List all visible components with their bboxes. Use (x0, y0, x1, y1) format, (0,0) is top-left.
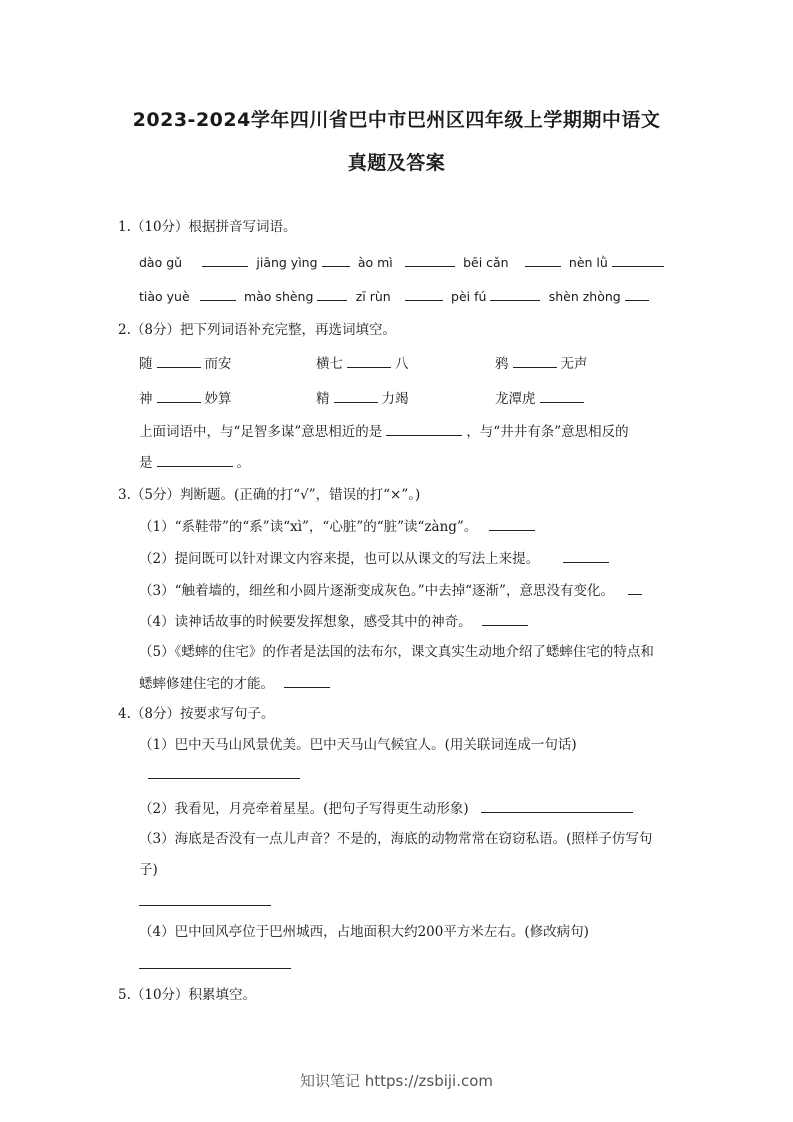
judge-item: （3）“触着墙的，细丝和小圆片逐渐变成灰色。”中去掉“逐渐”，意思没有变化。 (139, 580, 646, 601)
judge-item: （4）读神话故事的时候要发挥想象，感受其中的神奇。 (139, 611, 532, 632)
pinyin: jiāng yìng (256, 255, 318, 270)
answer-blank[interactable] (347, 353, 391, 368)
answer-blank[interactable] (628, 580, 642, 595)
document-title-continued: 真题及答案 (347, 152, 446, 174)
answer-blank[interactable] (612, 252, 664, 267)
answer-blank[interactable] (540, 388, 584, 403)
answer-blank[interactable] (202, 252, 248, 267)
answer-line[interactable] (139, 954, 291, 975)
answer-blank[interactable] (284, 673, 330, 688)
watermark-footer: 知识笔记 https://zsbiji.com (299, 1072, 494, 1090)
rewrite-item: （3）海底是否没有一点儿声音？不是的，海底的动物常常在窃窃私语。(照样子仿写句 (139, 831, 653, 847)
answer-blank[interactable] (405, 286, 443, 301)
idiom-item: 横七 八 (316, 353, 409, 374)
pinyin: mào shèng (243, 289, 314, 304)
pinyin: tiào yuè (139, 289, 190, 304)
answer-blank[interactable] (625, 286, 649, 301)
answer-blank[interactable] (489, 516, 535, 531)
answer-blank[interactable] (322, 252, 350, 267)
answer-line[interactable] (139, 891, 271, 912)
answer-blank[interactable] (157, 452, 233, 467)
rewrite-item: （2）我看见，月亮牵着星星。(把句子写得更生动形象) (139, 798, 637, 819)
question-3-stem: 3.（5分）判断题。(正确的打“√”，错误的打“×”。) (118, 487, 421, 503)
idiom-item: 精 力竭 (316, 388, 409, 409)
answer-blank[interactable] (317, 286, 347, 301)
answer-blank[interactable] (405, 252, 455, 267)
answer-blank[interactable] (157, 353, 201, 368)
rewrite-item-continued: 子) (139, 862, 158, 878)
question-1-stem: 1.（10分）根据拼音写词语。 (118, 219, 297, 235)
answer-blank[interactable] (334, 388, 378, 403)
answer-blank[interactable] (513, 353, 557, 368)
answer-blank[interactable] (200, 286, 236, 301)
fill-sentence-continued: 是 。 (139, 452, 250, 473)
answer-blank[interactable] (157, 388, 201, 403)
question-4-stem: 4.（8分）按要求写句子。 (118, 706, 275, 722)
judge-item: （5）《蟋蟀的住宅》的作者是法国的法布尔，课文真实生动地介绍了蟋蟀住宅的特点和 (139, 644, 654, 660)
pinyin: dào gǔ (139, 255, 183, 270)
answer-blank[interactable] (481, 798, 633, 813)
rewrite-item: （4）巴中回风亭位于巴州城西，占地面积大约200平方米左右。(修改病句) (139, 924, 589, 940)
pinyin: bēi cǎn (463, 255, 509, 270)
fill-sentence: 上面词语中，与“足智多谋”意思相近的是 ，与“井井有条”意思相反的 (139, 421, 629, 442)
rewrite-item: （1）巴中天马山风景优美。巴中天马山气候宜人。(用关联词连成一句话) (139, 737, 577, 753)
judge-item: （2）提问既可以针对课文内容来提，也可以从课文的写法上来提。 (139, 548, 613, 569)
pinyin: nèn lǜ (568, 255, 608, 270)
judge-item-continued: 蟋蟀修建住宅的才能。 (139, 673, 334, 694)
pinyin-row-1 (139, 252, 668, 273)
idiom-item: 鸦 无声 (495, 353, 588, 374)
pinyin: zī rùn (355, 289, 391, 304)
judge-item: （1）“系鞋带”的“系”读“xì”，“心脏”的“脏”读“zàng”。 (139, 516, 539, 537)
idiom-item: 随 而安 (139, 353, 232, 374)
pinyin: shèn zhòng (548, 289, 621, 304)
idiom-item: 神 妙算 (139, 388, 232, 409)
answer-blank[interactable] (563, 548, 609, 563)
question-5-stem: 5.（10分）积累填空。 (118, 987, 257, 1003)
answer-blank[interactable] (490, 286, 540, 301)
question-2-stem: 2.（8分）把下列词语补充完整，再选词填空。 (118, 322, 396, 338)
answer-blank[interactable] (525, 252, 561, 267)
pinyin-row-2 (139, 286, 653, 307)
idiom-item: 龙潭虎 (495, 388, 588, 409)
answer-blank[interactable] (482, 611, 528, 626)
pinyin: pèi fú (451, 289, 487, 304)
answer-blank[interactable] (386, 421, 462, 436)
answer-line[interactable] (148, 764, 300, 785)
pinyin: ào mì (357, 255, 393, 270)
document-title: 2023-2024学年四川省巴中市巴州区四年级上学期期中语文 (132, 109, 661, 131)
